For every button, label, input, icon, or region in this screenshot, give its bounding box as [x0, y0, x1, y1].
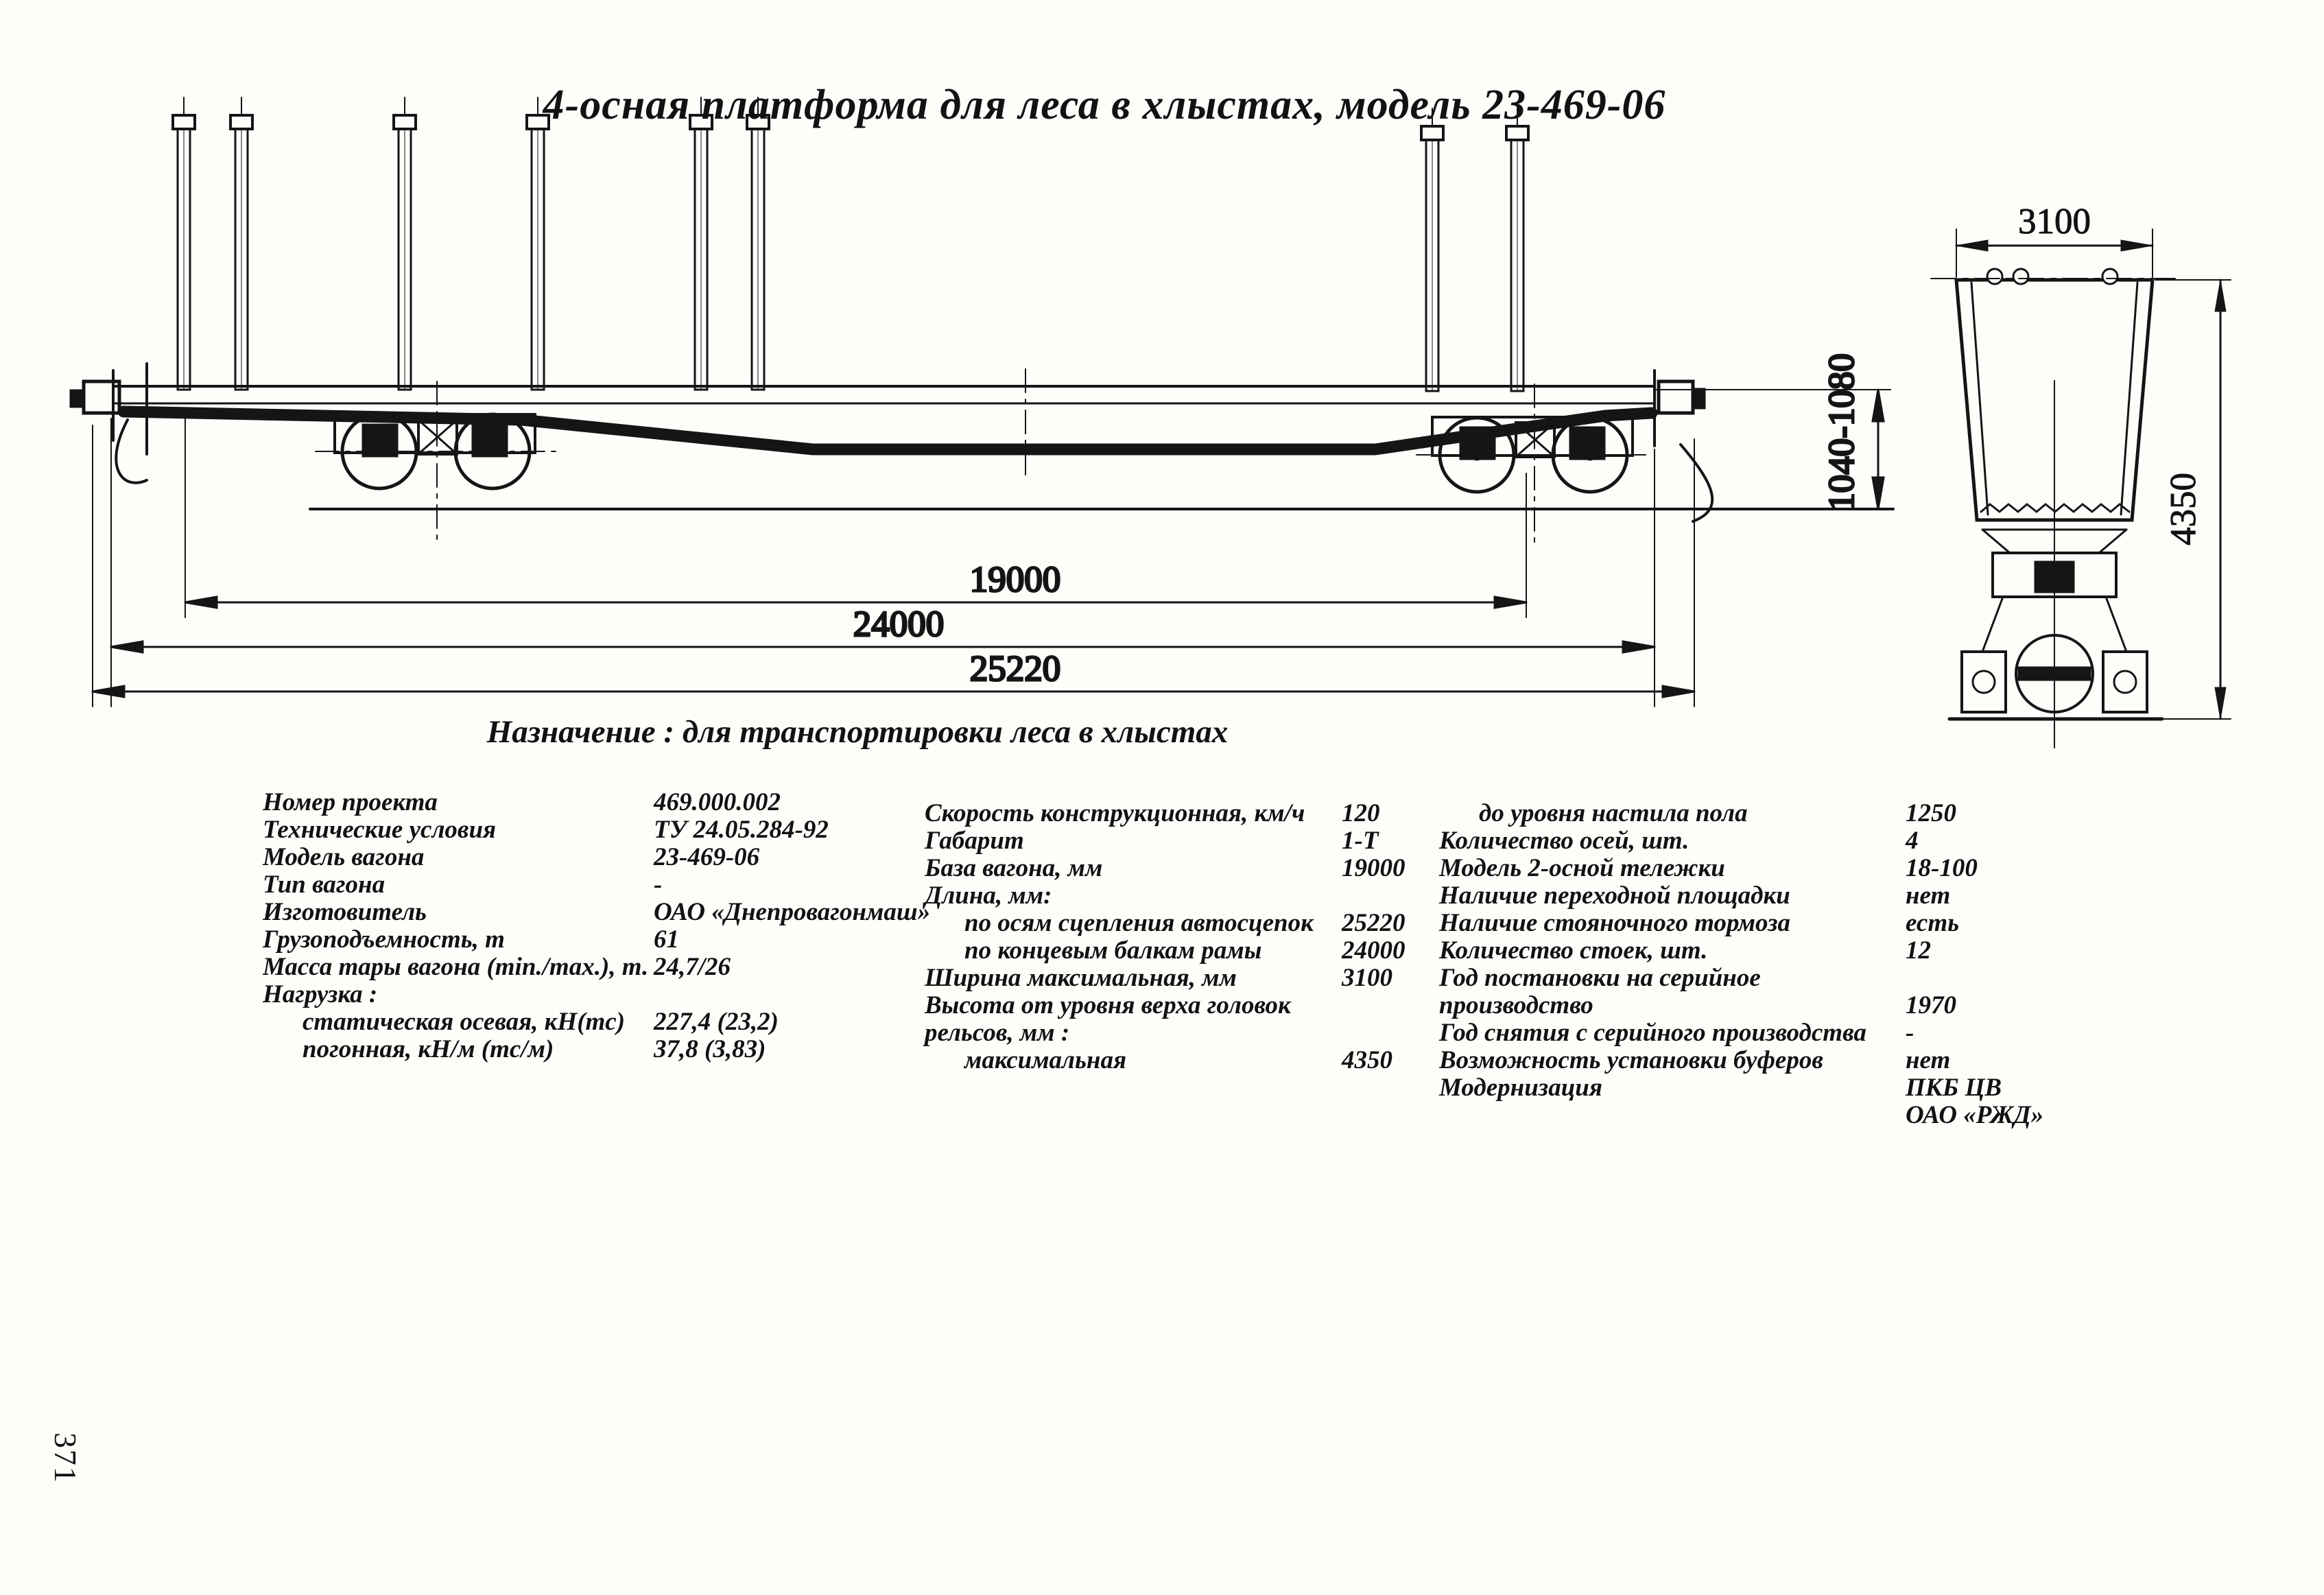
page-number: 371	[48, 1432, 83, 1484]
spec-value: -	[654, 871, 663, 899]
spec-label: Тип вагона	[263, 871, 386, 899]
spec-row	[263, 899, 949, 926]
dimension-25220	[93, 649, 1694, 697]
spec-value: 4350	[1342, 1046, 1392, 1074]
dimension-label-frame-length: 24000	[853, 604, 945, 644]
stake	[527, 97, 549, 390]
spec-label: по осям сцепления автосцепок	[964, 909, 1314, 937]
spec-row	[263, 844, 949, 871]
dimension-floor-height	[1655, 353, 1890, 511]
bogie-right	[1416, 384, 1650, 545]
spec-label: Номер проекта	[263, 788, 438, 816]
spec-label: максимальная	[964, 1046, 1127, 1074]
spec-row	[263, 871, 949, 899]
spec-label: Грузоподъемность, т	[263, 925, 505, 954]
stake	[1421, 108, 1443, 391]
spec-value: 24,7/26	[654, 953, 731, 981]
spec-value: 23-469-06	[654, 843, 760, 871]
spec-row	[263, 926, 949, 954]
spec-row	[263, 954, 949, 981]
spec-label: Наличие переходной площадки	[1439, 882, 1790, 910]
spec-row	[1439, 1102, 2262, 1129]
spec-value: 4	[1906, 827, 1919, 855]
spec-row	[925, 882, 1515, 910]
dimension-label-width: 3100	[2018, 202, 2091, 241]
dimension-3100	[1956, 202, 2153, 277]
side-view	[70, 97, 1893, 545]
spec-value: 12	[1906, 936, 1931, 965]
spec-value: 25220	[1342, 909, 1406, 937]
spec-row	[1439, 1019, 2262, 1047]
stake	[690, 97, 712, 390]
spec-value: 18-100	[1906, 854, 1978, 882]
coupler-right	[1659, 381, 1712, 521]
spec-row	[1439, 992, 2262, 1019]
dimension-lines	[93, 353, 1890, 707]
page-title: 4-осная платформа для леса в хлыстах, модель 23-469-06	[543, 82, 1666, 128]
spec-value: 37,8 (3,83)	[654, 1035, 766, 1063]
spec-value: нет	[1906, 882, 1951, 910]
spec-row	[263, 789, 949, 816]
spec-value: ОАО «РЖД»	[1906, 1101, 2044, 1129]
spec-label: Масса тары вагона (min./max.), т.	[263, 953, 649, 981]
spec-label: погонная, кН/м (тс/м)	[303, 1035, 554, 1063]
spec-row	[1439, 800, 2262, 827]
stake	[747, 97, 769, 390]
spec-row	[1439, 910, 2262, 937]
spec-column-equipment	[1439, 800, 2262, 1129]
spec-row	[925, 1019, 1515, 1047]
spec-label: Изготовитель	[263, 898, 427, 926]
dimension-4350	[2155, 280, 2231, 719]
dimension-24000	[111, 604, 1655, 652]
spec-row	[925, 855, 1515, 882]
spec-row	[263, 816, 949, 844]
stake	[173, 97, 195, 390]
spec-column-identification	[263, 789, 949, 1063]
spec-label: Возможность установки буферов	[1439, 1046, 1823, 1074]
spec-row	[925, 827, 1515, 855]
dimension-label-floor-height: 1040-1080	[1822, 353, 1862, 511]
spec-row	[263, 1008, 949, 1036]
spec-label: Год снятия с серийного производства	[1439, 1019, 1866, 1047]
spec-value: есть	[1906, 909, 1960, 937]
dimension-19000	[185, 560, 1526, 608]
purpose-line: Назначение : для транспортировки леса в хлыстах	[486, 714, 1229, 750]
spec-column-geometry	[925, 800, 1515, 1074]
spec-row	[925, 965, 1515, 992]
spec-value: 1-Т	[1342, 827, 1379, 855]
bogie-left	[316, 381, 556, 542]
spec-value: 61	[654, 925, 679, 954]
spec-label: Количество стоек, шт.	[1439, 936, 1708, 965]
dimension-label-coupler-length: 25220	[969, 649, 1061, 689]
stake	[230, 97, 252, 390]
spec-label: Наличие стояночного тормоза	[1439, 909, 1791, 937]
spec-row	[1439, 882, 2262, 910]
spec-row	[263, 981, 949, 1008]
dimension-label-base: 19000	[969, 560, 1061, 600]
spec-label: до уровня настила пола	[1479, 799, 1748, 827]
spec-value: 24000	[1342, 936, 1406, 965]
spec-value: 3100	[1342, 964, 1392, 992]
spec-label: Технические условия	[263, 816, 497, 844]
spec-value: 19000	[1342, 854, 1406, 882]
spec-value: ТУ 24.05.284-92	[654, 816, 829, 844]
spec-label: Ширина максимальная, мм	[925, 964, 1237, 992]
spec-row	[1439, 1074, 2262, 1102]
spec-row	[925, 800, 1515, 827]
dimension-label-height: 4350	[2163, 473, 2203, 545]
stake	[1506, 108, 1528, 391]
spec-value: нет	[1906, 1046, 1951, 1074]
spec-value: 1250	[1906, 799, 1956, 827]
spec-row	[925, 1047, 1515, 1074]
spec-value: ПКБ ЦВ	[1906, 1074, 2002, 1102]
spec-row	[1439, 965, 2262, 992]
spec-row	[1439, 937, 2262, 965]
spec-row	[925, 992, 1515, 1019]
spec-label: Длина, мм:	[925, 882, 1052, 910]
spec-label: Модернизация	[1439, 1074, 1602, 1102]
spec-row	[1439, 1047, 2262, 1074]
spec-label: Количество осей, шт.	[1439, 827, 1689, 855]
spec-value: 227,4 (23,2)	[654, 1008, 779, 1036]
end-view	[1931, 202, 2231, 748]
spec-value: -	[1906, 1019, 1914, 1047]
timber-stakes	[173, 97, 1528, 391]
spec-row	[263, 1036, 949, 1063]
spec-value: 120	[1342, 799, 1380, 827]
spec-label: Нагрузка :	[263, 980, 378, 1008]
spec-label: Модель вагона	[263, 843, 425, 871]
spec-label: рельсов, мм :	[925, 1019, 1070, 1047]
spec-label: производство	[1439, 991, 1593, 1019]
spec-value: ОАО «Днепровагонмаш»	[654, 898, 931, 926]
spec-value: 469.000.002	[654, 788, 781, 816]
spec-label: База вагона, мм	[925, 854, 1103, 882]
stake	[394, 97, 416, 390]
spec-row	[1439, 827, 2262, 855]
coupler-left	[70, 364, 147, 483]
spec-row	[1439, 855, 2262, 882]
spec-label: Модель 2-осной тележки	[1439, 854, 1725, 882]
spec-value: 1970	[1906, 991, 1956, 1019]
spec-label: статическая осевая, кН(тс)	[303, 1008, 626, 1036]
spec-label: Высота от уровня верха головок	[925, 991, 1291, 1019]
spec-row	[925, 937, 1515, 965]
spec-label: Габарит	[925, 827, 1024, 855]
spec-label: Скорость конструкционная, км/ч	[925, 799, 1305, 827]
spec-row	[925, 910, 1515, 937]
spec-label: Год постановки на серийное	[1439, 964, 1761, 992]
spec-label: по концевым балкам рамы	[964, 936, 1262, 965]
